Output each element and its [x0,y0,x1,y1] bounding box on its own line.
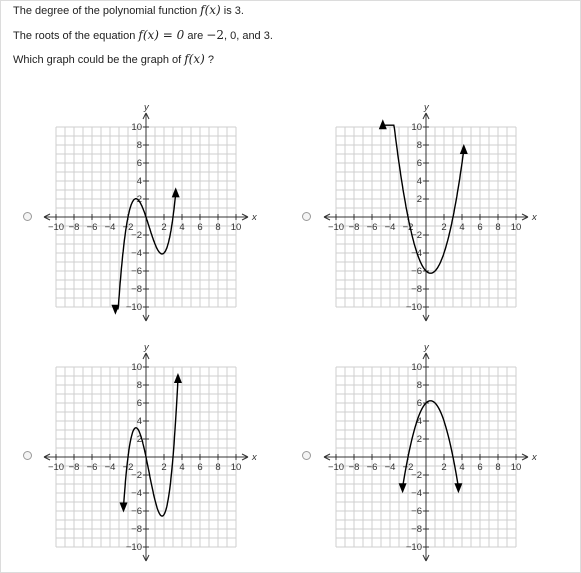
curve-arrow-icon [399,483,407,493]
x-tick-label: −4 [104,462,116,473]
function-symbol: f(x) [200,3,221,17]
x-axis-label: x [252,212,257,223]
curve-arrow-icon [460,144,468,154]
y-tick-label: 6 [136,398,142,409]
x-tick-label: 8 [495,462,501,473]
y-tick-label: 8 [416,140,422,151]
y-tick-label: 6 [416,398,422,409]
question-text: are [184,30,207,42]
option-b-graph[interactable] [310,100,550,330]
y-axis-label: y [144,342,149,353]
y-tick-label: −8 [411,524,422,535]
y-tick-label: 4 [416,176,422,187]
x-tick-label: −4 [384,462,396,473]
x-tick-label: −8 [68,222,80,233]
y-tick-label: 10 [411,122,422,133]
x-tick-label: 10 [230,222,242,233]
question-text: is 3. [220,5,244,17]
y-tick-label: 2 [136,194,142,205]
x-tick-label: −6 [366,462,378,473]
y-tick-label: −10 [405,542,422,553]
x-tick-label: −2 [402,222,414,233]
y-axis-label: y [424,102,429,113]
y-tick-label: 8 [136,380,142,391]
y-tick-label: 10 [131,362,142,373]
x-tick-label: 10 [230,462,242,473]
question-text: The degree of the polynomial function [13,5,201,17]
x-axis-label: x [532,452,537,463]
x-tick-label: −10 [47,222,65,233]
y-tick-label: 8 [136,140,142,151]
x-tick-label: 6 [197,222,203,233]
y-tick-label: −6 [411,266,422,277]
x-tick-label: 8 [495,222,501,233]
question-text: The roots of the equation [13,30,139,42]
question-line-degree [13,3,244,18]
y-tick-label: 4 [416,416,422,427]
x-tick-label: 2 [441,222,447,233]
x-tick-label: 10 [510,462,522,473]
x-tick-label: 8 [215,222,221,233]
y-axis-label: y [144,102,149,113]
x-tick-label: −4 [104,222,116,233]
y-tick-label: −10 [405,302,422,313]
y-tick-label: 10 [411,362,422,373]
y-tick-label: 4 [136,176,142,187]
question-text: , 0, and 3. [223,30,273,42]
option-c-graph[interactable] [30,340,270,570]
x-tick-label: −6 [86,462,98,473]
x-tick-label: −4 [384,222,396,233]
x-tick-label: −6 [86,222,98,233]
y-tick-label: −6 [411,506,422,517]
x-tick-label: 2 [161,462,167,473]
x-tick-label: 6 [477,222,483,233]
curve-arrow-icon [454,483,462,493]
curve-arrow-icon [111,305,119,315]
y-tick-label: −2 [131,230,142,241]
x-tick-label: −10 [327,462,345,473]
x-tick-label: 2 [441,462,447,473]
x-tick-label: −2 [122,462,134,473]
option-d-graph[interactable] [310,340,550,570]
question-text: Which graph could be the graph of [13,54,185,66]
curve-arrow-icon [379,119,387,129]
x-tick-label: −10 [327,222,345,233]
y-tick-label: 2 [416,434,422,445]
x-tick-label: 4 [179,462,185,473]
x-tick-label: 8 [215,462,221,473]
x-axis-label: x [532,212,537,223]
question-line-roots [13,28,273,43]
question-text: ? [204,54,214,66]
y-tick-label: −8 [131,284,142,295]
x-tick-label: −6 [366,222,378,233]
y-axis-label: y [424,342,429,353]
y-tick-label: −4 [411,248,422,259]
y-tick-label: −10 [125,302,142,313]
x-tick-label: 4 [459,222,465,233]
y-tick-label: 8 [416,380,422,391]
x-axis-label: x [252,452,257,463]
y-tick-label: −6 [131,266,142,277]
curve-arrow-icon [174,373,182,383]
y-tick-label: −10 [125,542,142,553]
x-tick-label: −2 [122,222,134,233]
y-tick-label: 2 [136,434,142,445]
x-tick-label: 4 [459,462,465,473]
y-tick-label: 6 [416,158,422,169]
option-a-graph[interactable] [30,100,270,330]
x-tick-label: 10 [510,222,522,233]
y-tick-label: −4 [131,248,142,259]
x-tick-label: −2 [402,462,414,473]
y-tick-label: −8 [411,284,422,295]
x-tick-label: −10 [47,462,65,473]
x-tick-label: −8 [68,462,80,473]
equation: f(x) = 0 [138,28,185,42]
y-tick-label: −2 [411,470,422,481]
x-tick-label: 6 [197,462,203,473]
y-tick-label: −8 [131,524,142,535]
question-line-prompt [13,52,214,67]
x-tick-label: 6 [477,462,483,473]
y-tick-label: 10 [131,122,142,133]
y-tick-label: −4 [131,488,142,499]
y-tick-label: 6 [136,158,142,169]
x-tick-label: 2 [161,222,167,233]
function-symbol: f(x) [184,52,205,66]
y-tick-label: 2 [416,194,422,205]
x-tick-label: −8 [348,462,360,473]
y-tick-label: −2 [131,470,142,481]
x-tick-label: −8 [348,222,360,233]
y-tick-label: −4 [411,488,422,499]
x-tick-label: 4 [179,222,185,233]
y-tick-label: −6 [131,506,142,517]
y-tick-label: 4 [136,416,142,427]
root-value: −2 [206,28,224,42]
y-tick-label: −2 [411,230,422,241]
